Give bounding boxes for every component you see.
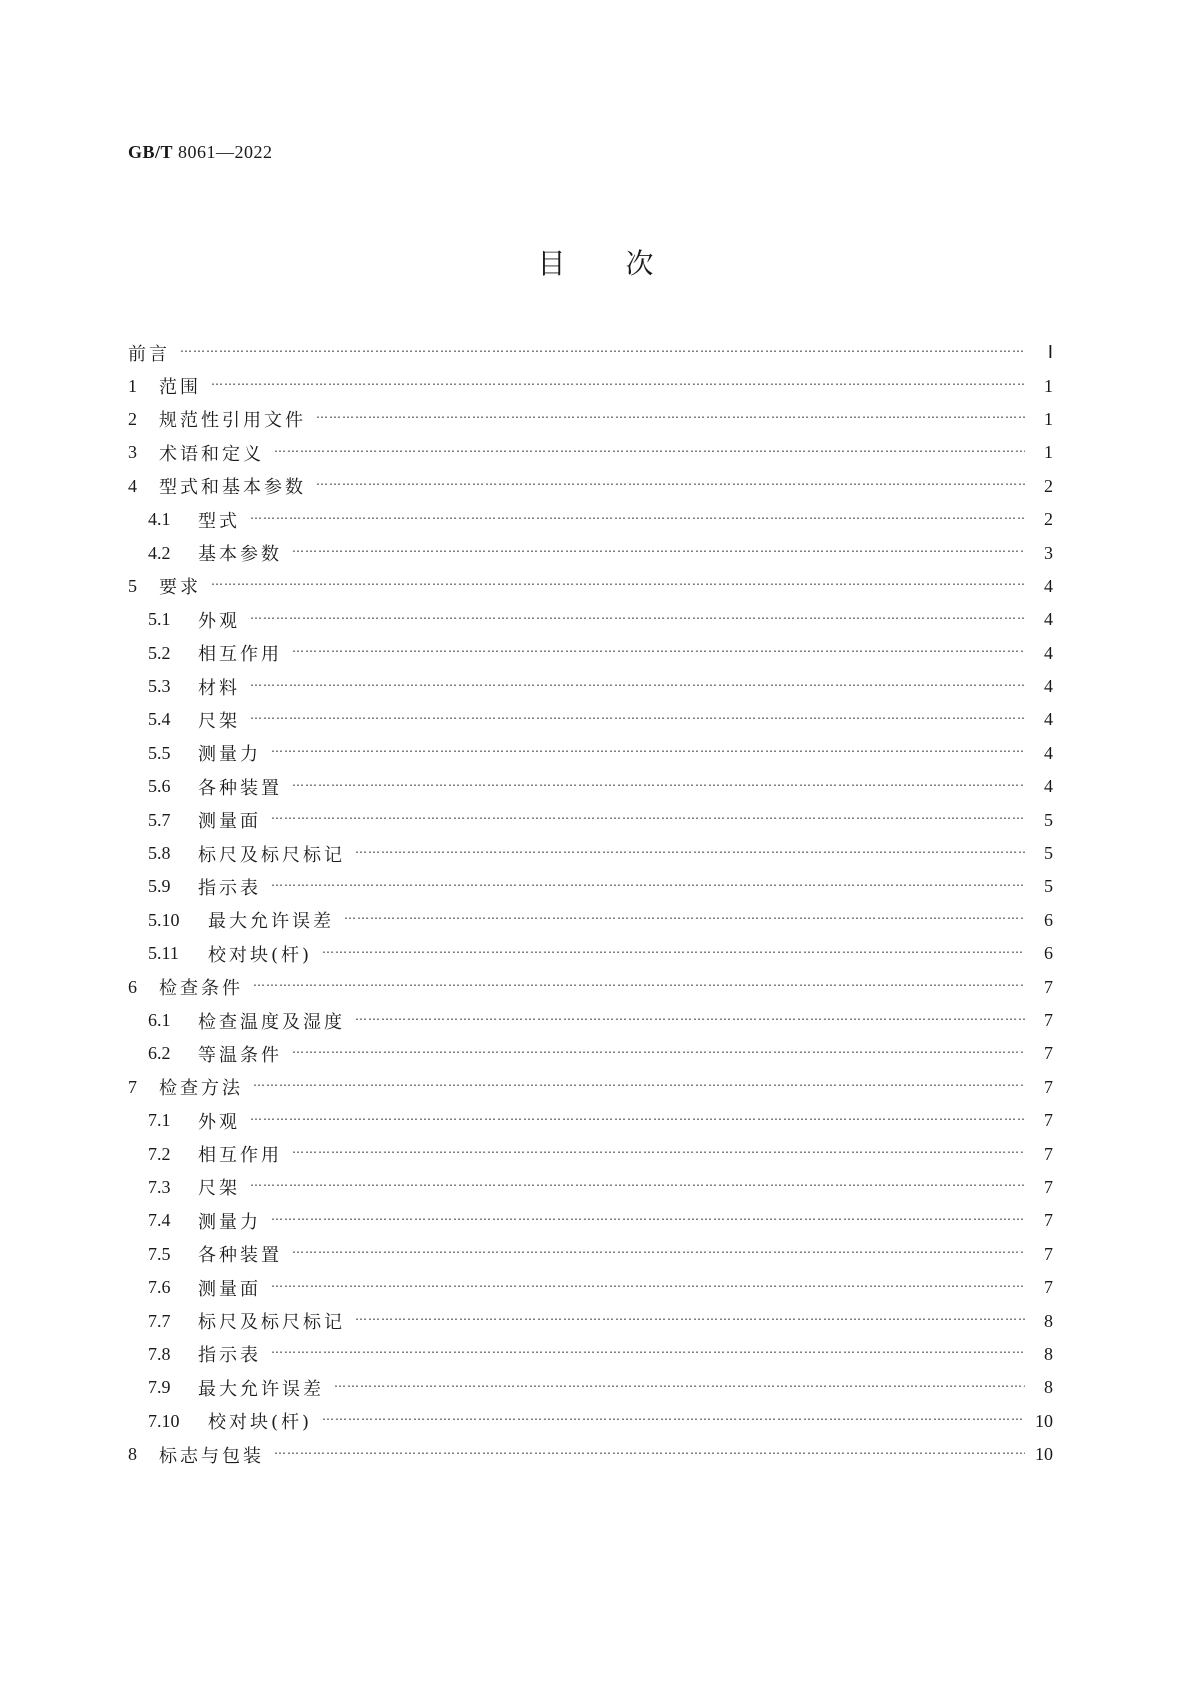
toc-entry[interactable] (128, 1037, 1053, 1070)
toc-dot-leader (292, 1050, 1025, 1060)
toc-entry[interactable] (128, 1338, 1053, 1371)
toc-dot-leader (355, 850, 1025, 860)
toc-entry-label: 要求 (159, 577, 201, 599)
toc-entry[interactable] (128, 1104, 1053, 1137)
toc-entry[interactable] (128, 670, 1053, 703)
toc-entry-page: 4 (1044, 676, 1053, 697)
toc-entry-number: 4.1 (148, 509, 171, 530)
toc-dot-leader (322, 950, 1025, 960)
toc-entry-label: 规范性引用文件 (159, 410, 306, 432)
toc-entry-page: 8 (1044, 1343, 1053, 1364)
toc-entry-label: 范围 (159, 377, 201, 399)
toc-entry-number: 6 (128, 976, 137, 997)
toc-entry-page: 7 (1044, 1110, 1053, 1131)
toc-entry-page: 7 (1044, 976, 1053, 997)
toc-entry[interactable] (128, 1238, 1053, 1271)
toc-entry-label: 尺架 (198, 710, 240, 732)
toc-entry[interactable] (128, 637, 1053, 670)
toc-entry-label: 最大允许误差 (198, 1378, 324, 1400)
toc-entry-label: 标尺及标尺标记 (198, 844, 345, 866)
toc-entry-page: 5 (1044, 809, 1053, 830)
toc-dot-leader (250, 516, 1025, 526)
toc-dot-leader (211, 382, 1025, 392)
toc-entry[interactable] (128, 837, 1053, 870)
toc-entry-number: 5.5 (148, 742, 171, 763)
toc-entry-number: 7.9 (148, 1377, 171, 1398)
toc-dot-leader (271, 1350, 1025, 1360)
toc-entry[interactable] (128, 870, 1053, 903)
toc-entry-page: 10 (1035, 1444, 1053, 1465)
toc-dot-leader (271, 1217, 1025, 1227)
toc-dot-leader (316, 415, 1025, 425)
toc-entry-number: 1 (128, 375, 137, 396)
toc-entry-label: 外观 (198, 610, 240, 632)
toc-entry-number: 8 (128, 1444, 137, 1465)
toc-entry-label: 检查条件 (159, 978, 243, 1000)
toc-entry-number: 7.10 (148, 1410, 180, 1431)
toc-entry-page: 4 (1044, 642, 1053, 663)
toc-entry[interactable] (128, 737, 1053, 770)
toc-entry-number: 5.3 (148, 676, 171, 697)
toc-entry-label: 最大允许误差 (208, 911, 334, 933)
toc-entry-label: 指示表 (198, 877, 261, 899)
toc-entry-label: 尺架 (198, 1178, 240, 1200)
toc-entry[interactable] (128, 503, 1053, 536)
toc-entry[interactable] (128, 436, 1053, 469)
toc-dot-leader (334, 1384, 1025, 1394)
toc-entry[interactable] (128, 570, 1053, 603)
toc-entry-number: 6.1 (148, 1010, 171, 1030)
toc-dot-leader (180, 349, 1025, 359)
toc-entry-number: 5.1 (148, 609, 171, 630)
toc-entry-label: 基本参数 (198, 544, 282, 566)
toc-entry-page: 2 (1044, 475, 1053, 496)
toc-entry-label: 测量力 (198, 1211, 261, 1233)
toc-dot-leader (322, 1417, 1025, 1427)
toc-entry-label: 型式和基本参数 (159, 477, 306, 499)
toc-dot-leader (250, 616, 1025, 626)
toc-entry-label: 术语和定义 (159, 443, 264, 465)
toc-entry-number: 5.8 (148, 843, 171, 864)
toc-entry-number: 7.7 (148, 1310, 171, 1331)
toc-dot-leader (344, 916, 1025, 926)
toc-entry-number: 7.2 (148, 1143, 171, 1164)
toc-entry[interactable] (128, 1371, 1053, 1404)
toc-entry-number: 7.1 (148, 1110, 171, 1131)
toc-dot-leader (250, 1117, 1025, 1127)
toc-entry[interactable] (128, 1071, 1053, 1104)
toc-dot-leader (355, 1317, 1025, 1327)
toc-entry-number: 3 (128, 442, 137, 463)
toc-entry-label: 指示表 (198, 1345, 261, 1367)
toc-entry-label: 测量力 (198, 744, 261, 766)
toc-entry-page: 8 (1044, 1310, 1053, 1331)
toc-dot-leader (271, 816, 1025, 826)
toc-entry-page: 1 (1044, 442, 1053, 463)
toc-entry-label: 检查温度及湿度 (198, 1011, 345, 1033)
toc-entry-page: 7 (1044, 1277, 1053, 1298)
toc-entry-label: 外观 (198, 1111, 240, 1133)
toc-entry[interactable] (128, 937, 1053, 970)
toc-entry-label: 各种装置 (198, 1245, 282, 1267)
toc-entry-number: 7.5 (148, 1243, 171, 1264)
toc-dot-leader (271, 749, 1025, 759)
toc-entry-page: 6 (1044, 909, 1053, 930)
toc-dot-leader (274, 449, 1025, 459)
toc-entry-number: 4 (128, 475, 137, 496)
toc-entry-page: 4 (1044, 609, 1053, 630)
toc-entry-page: Ⅰ (1047, 342, 1053, 363)
toc-dot-leader (250, 716, 1025, 726)
toc-entry[interactable] (128, 703, 1053, 736)
toc-dot-leader (211, 582, 1025, 592)
toc-entry-page: 5 (1044, 876, 1053, 897)
toc-entry-page: 2 (1044, 509, 1053, 530)
toc-entry-number: 2 (128, 408, 137, 429)
toc-entry-page: 4 (1044, 776, 1053, 797)
toc-entry-page: 4 (1044, 742, 1053, 763)
toc-entry[interactable] (128, 1405, 1053, 1438)
toc-entry-number: 5.6 (148, 776, 171, 797)
toc-entry-label: 等温条件 (198, 1044, 282, 1066)
standard-code (128, 142, 273, 163)
standard-number: 8061—2022 (178, 142, 273, 162)
toc-dot-leader (271, 883, 1025, 893)
toc-entry[interactable] (128, 470, 1053, 503)
toc-entry-number: 4.2 (148, 542, 171, 563)
toc-entry-page: 6 (1044, 943, 1053, 964)
toc-entry-number: 7.6 (148, 1277, 171, 1298)
toc-dot-leader (292, 649, 1025, 659)
toc-dot-leader (250, 1183, 1025, 1193)
toc-entry-number: 6.2 (148, 1043, 171, 1064)
toc-entry-page: 7 (1044, 1043, 1053, 1064)
page-title: 目次 (537, 247, 714, 280)
toc-entry-page: 7 (1044, 1176, 1053, 1197)
toc-entry-page: 4 (1044, 709, 1053, 730)
toc-entry-page: 7 (1044, 1243, 1053, 1264)
toc-entry[interactable] (128, 1204, 1053, 1237)
toc-entry-label: 各种装置 (198, 777, 282, 799)
toc-entry[interactable] (128, 369, 1053, 402)
toc-entry-label: 测量面 (198, 811, 261, 833)
toc-dot-leader (253, 1083, 1025, 1093)
toc-entry-label: 标志与包装 (159, 1445, 264, 1467)
toc-entry[interactable] (128, 803, 1053, 836)
toc-entry-label: 校对块(杆) (208, 1412, 313, 1434)
toc-entry-page: 1 (1044, 375, 1053, 396)
toc-entry-page: 5 (1044, 843, 1053, 864)
toc-entry[interactable] (128, 904, 1053, 937)
toc-dot-leader (271, 1284, 1025, 1294)
toc-entry[interactable] (128, 1137, 1053, 1170)
toc-dot-leader (355, 1017, 1025, 1027)
toc-entry[interactable] (128, 403, 1053, 436)
toc-entry-number: 5.4 (148, 709, 171, 730)
toc-dot-leader (292, 783, 1025, 793)
toc-dot-leader (250, 683, 1025, 693)
table-of-contents (128, 336, 1053, 1471)
toc-entry[interactable] (128, 603, 1053, 636)
toc-entry-label: 型式 (198, 510, 240, 532)
toc-entry-label: 校对块(杆) (208, 944, 313, 966)
standard-prefix: GB/T (128, 142, 174, 162)
toc-dot-leader (292, 1150, 1025, 1160)
toc-entry-number: 5.9 (148, 876, 171, 897)
toc-entry[interactable] (128, 536, 1053, 569)
toc-entry-label: 测量面 (198, 1278, 261, 1300)
toc-entry[interactable] (128, 970, 1053, 1003)
toc-entry-page: 7 (1044, 1143, 1053, 1164)
toc-entry-page: 7 (1044, 1076, 1053, 1097)
toc-entry[interactable] (128, 1304, 1053, 1337)
toc-entry[interactable] (128, 1271, 1053, 1304)
toc-entry-number: 5.11 (148, 943, 179, 964)
toc-entry-label: 相互作用 (198, 644, 282, 666)
toc-dot-leader (292, 549, 1025, 559)
toc-entry-label: 前言 (128, 343, 170, 365)
toc-entry-number: 7.8 (148, 1343, 171, 1364)
toc-entry-number: 5.7 (148, 809, 171, 830)
toc-entry-label: 检查方法 (159, 1078, 243, 1100)
toc-entry[interactable] (128, 336, 1053, 369)
toc-entry-page: 4 (1044, 575, 1053, 596)
toc-entry-label: 材料 (198, 677, 240, 699)
toc-entry-page: 10 (1035, 1410, 1053, 1431)
toc-entry[interactable] (128, 1171, 1053, 1204)
toc-entry-number: 5 (128, 575, 137, 596)
toc-entry[interactable] (128, 770, 1053, 803)
toc-entry-page: 8 (1044, 1377, 1053, 1398)
toc-entry-number: 7.4 (148, 1210, 171, 1231)
toc-entry-page: 3 (1044, 542, 1053, 563)
toc-dot-leader (292, 1250, 1025, 1260)
toc-entry-page: 7 (1044, 1210, 1053, 1231)
toc-dot-leader (253, 983, 1025, 993)
toc-entry[interactable] (128, 1438, 1053, 1471)
toc-entry-number: 5.10 (148, 909, 180, 930)
toc-dot-leader (316, 482, 1025, 492)
toc-entry-label: 标尺及标尺标记 (198, 1312, 345, 1334)
toc-entry-number: 5.2 (148, 642, 171, 663)
toc-entry-number: 7.3 (148, 1176, 171, 1197)
toc-entry-page: 7 (1044, 1010, 1053, 1030)
toc-dot-leader (274, 1451, 1025, 1461)
toc-entry-label: 相互作用 (198, 1145, 282, 1167)
toc-entry-number: 7 (128, 1076, 137, 1097)
toc-entry[interactable] (128, 1004, 1053, 1037)
toc-entry-page: 1 (1044, 408, 1053, 429)
